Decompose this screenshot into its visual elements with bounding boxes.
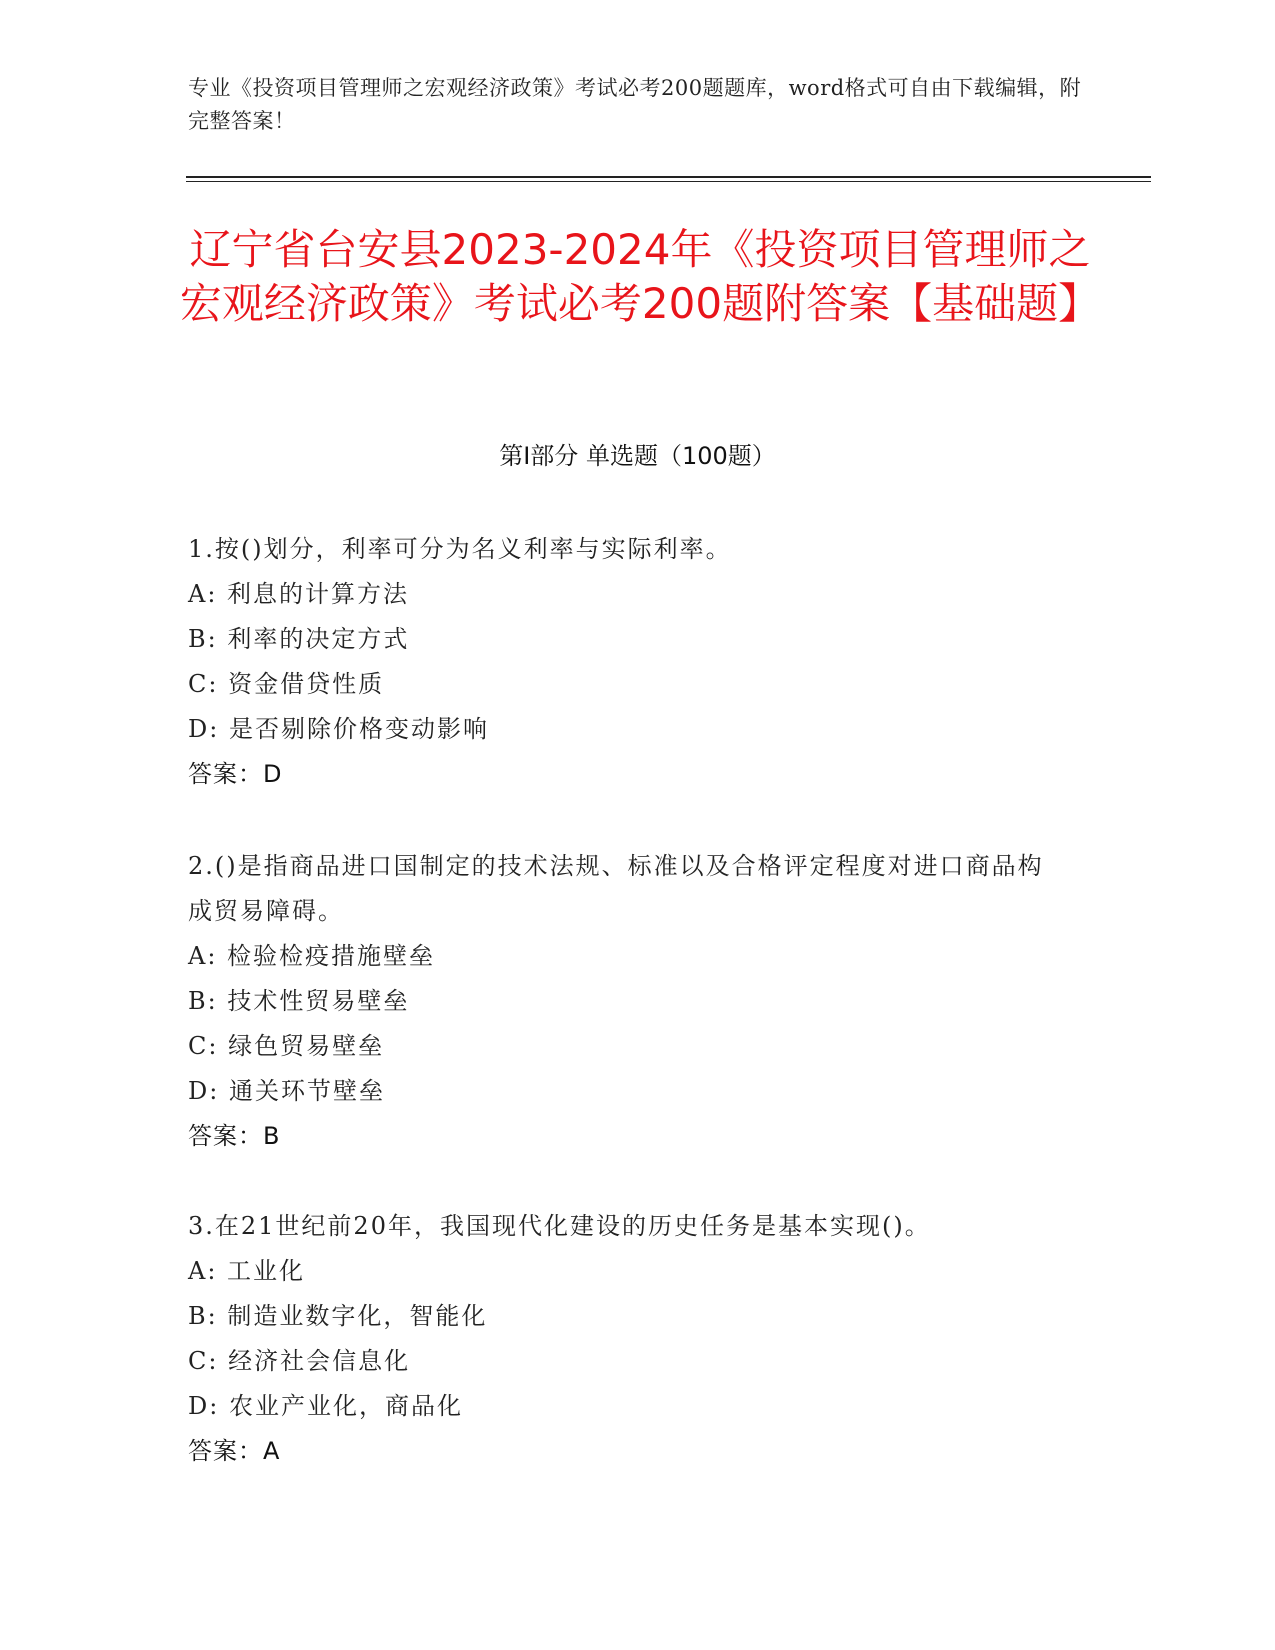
header-rule-thick [186,176,1151,178]
document-title: 辽宁省台安县2023-2024年《投资项目管理师之宏观经济政策》考试必考200题附答案【基础题】 [179,225,1101,328]
header-note: 专业《投资项目管理师之宏观经济政策》考试必考200题题库，word格式可自由下载编辑，附完整答案！ [188,76,1082,133]
option-c: C: 绿色贸易壁垒 [188,1032,385,1060]
option-a: A: 利息的计算方法 [188,580,410,608]
option-a: A: 工业化 [188,1257,306,1285]
question-stem: 1.按()划分，利率可分为名义利率与实际利率。 [188,535,732,563]
section-title: 第Ⅰ部分 单选题（100题） [499,442,776,470]
option-d: D: 通关环节壁垒 [188,1077,385,1105]
answer: 答案：D [188,760,283,788]
option-b: B: 利率的决定方式 [188,625,410,653]
option-c: C: 经济社会信息化 [188,1347,411,1375]
option-c: C: 资金借贷性质 [188,670,385,698]
option-b: B: 技术性贸易壁垒 [188,987,410,1015]
answer: 答案：A [188,1437,281,1465]
answer: 答案：B [188,1122,281,1150]
question-1 [188,527,1068,797]
question-2 [188,844,1068,1159]
question-stem: 2.()是指商品进口国制定的技术法规、标准以及合格评定程度对进口商品构成贸易障碍。 [188,852,1044,925]
option-d: D: 是否剔除价格变动影响 [188,715,489,743]
question-3 [188,1204,1068,1474]
question-stem: 3.在21世纪前20年，我国现代化建设的历史任务是基本实现()。 [188,1212,931,1240]
option-a: A: 检验检疫措施壁垒 [188,942,436,970]
option-d: D: 农业产业化，商品化 [188,1392,463,1420]
option-b: B: 制造业数字化，智能化 [188,1302,488,1330]
header-rule-thin [186,181,1151,182]
